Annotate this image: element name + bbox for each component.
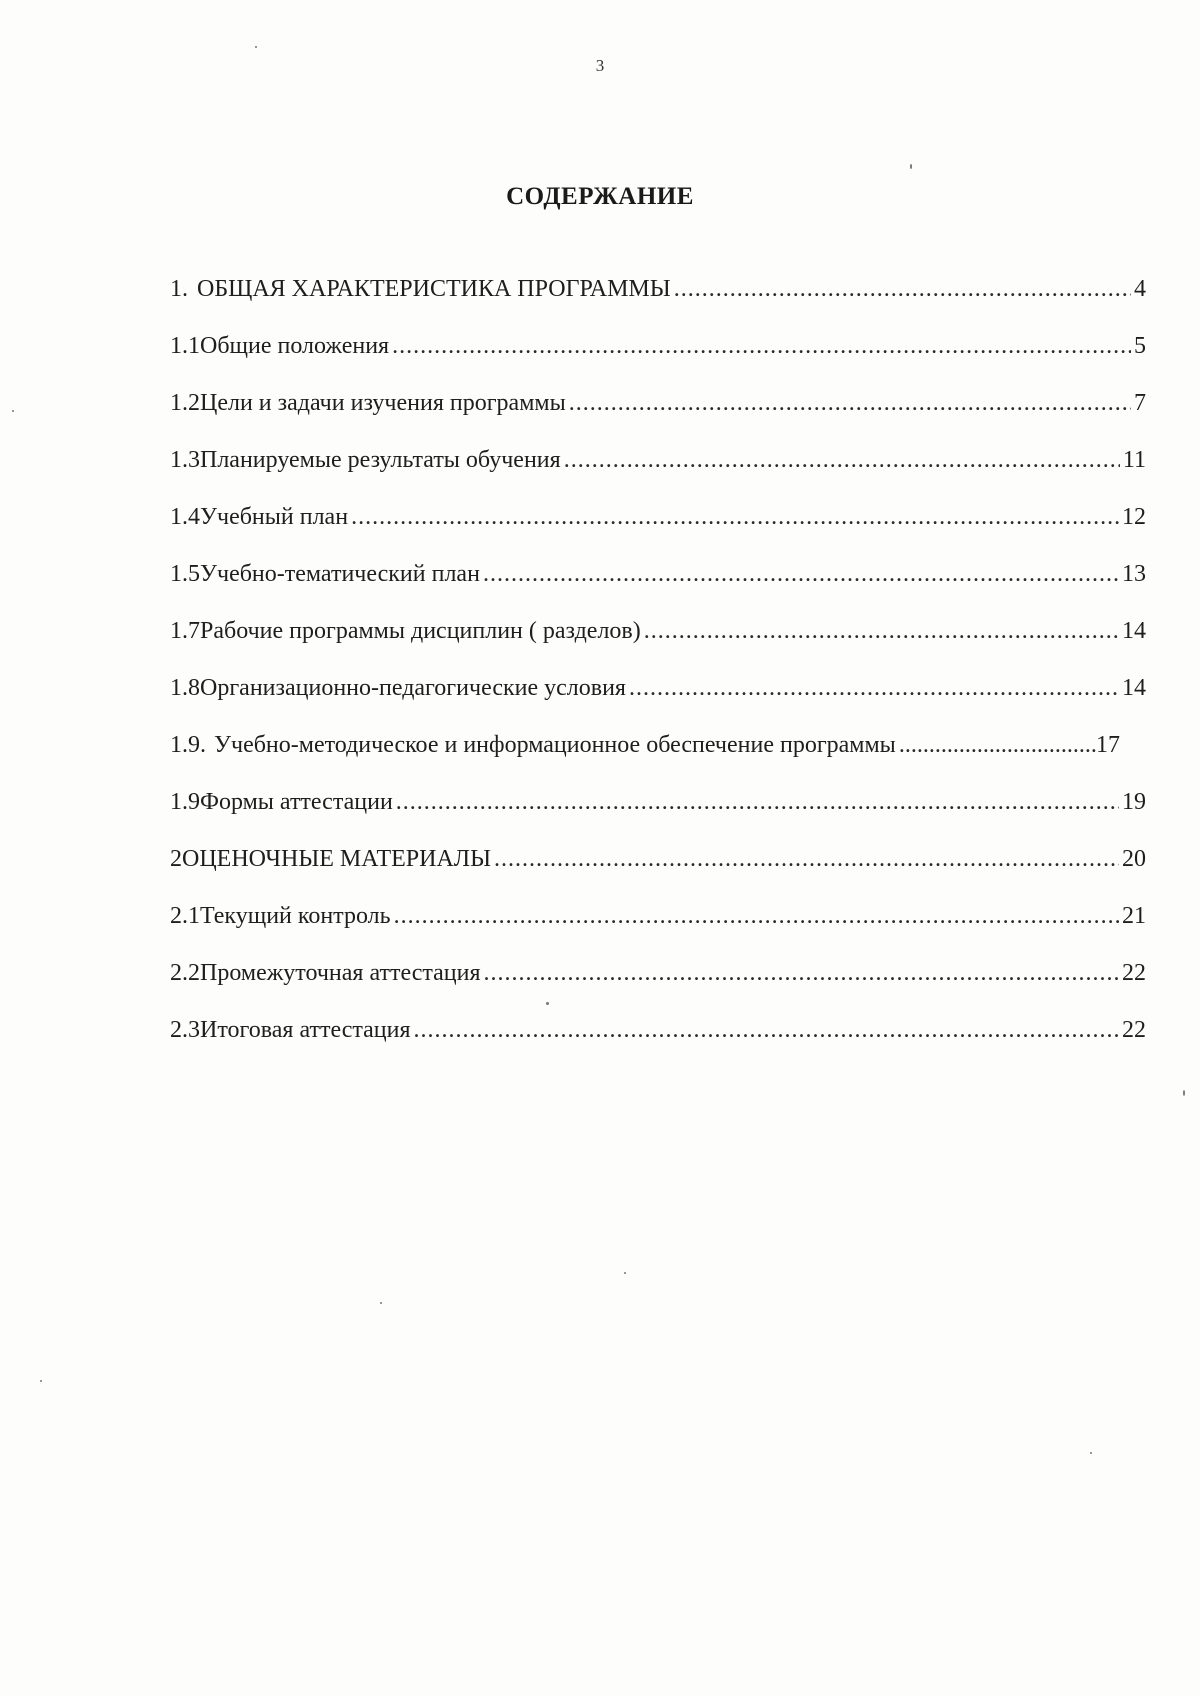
- scan-speck: [255, 46, 257, 48]
- toc-entry: [170, 732, 1120, 789]
- toc-entry-number: 1.5: [170, 561, 200, 587]
- toc-leader-dots: [396, 789, 1119, 816]
- toc-entry-title: Учебно-методическое и информационное обеспечение программы: [214, 732, 896, 758]
- toc-entry-number: 2.3: [170, 1017, 200, 1043]
- toc-entry-page: 4: [1134, 276, 1146, 302]
- toc-entry-page: 12: [1122, 504, 1146, 530]
- toc-entry-number: 1.4: [170, 504, 200, 530]
- toc-entry-number: 2.1: [170, 903, 200, 929]
- toc-leader-dots: [644, 618, 1119, 645]
- toc-entry-page: 14: [1122, 675, 1146, 701]
- toc-entry-title: Общие положения: [200, 333, 390, 359]
- toc-entry-title: Формы аттестации: [200, 789, 393, 815]
- toc-entry: [170, 903, 1146, 960]
- toc-entry-page: 17: [1096, 732, 1120, 758]
- toc-entry: [170, 447, 1146, 504]
- toc-entry-title: Промежуточная аттестация: [200, 960, 481, 986]
- scan-speck: [910, 164, 912, 169]
- scan-speck: [1183, 1090, 1185, 1096]
- toc-entry-page: 20: [1122, 846, 1146, 872]
- toc-entry-number: 1.2: [170, 390, 200, 416]
- scan-speck: [1090, 1452, 1092, 1454]
- table-of-contents: [170, 276, 1146, 1074]
- toc-entry-number: 1.1: [170, 333, 200, 359]
- scan-speck: [546, 1002, 549, 1005]
- toc-entry-title: ОБЩАЯ ХАРАКТЕРИСТИКА ПРОГРАММЫ: [197, 276, 671, 302]
- toc-entry-title: Текущий контроль: [200, 903, 391, 929]
- toc-leader-dots: [351, 504, 1119, 531]
- toc-leader-dots: [569, 390, 1131, 417]
- toc-title: СОДЕРЖАНИЕ: [506, 183, 694, 210]
- toc-entry-title: Цели и задачи изучения программы: [200, 390, 566, 416]
- toc-entry-number: 1.7: [170, 618, 200, 644]
- toc-entry-page: 22: [1122, 1017, 1146, 1043]
- toc-entry: [170, 618, 1146, 675]
- toc-entry-number: 1.: [170, 276, 188, 302]
- page-number: 3: [595, 56, 605, 75]
- scan-speck: [40, 1380, 42, 1382]
- toc-entry-number: 2.2: [170, 960, 200, 986]
- toc-entry-number: 1.9.: [170, 732, 206, 758]
- toc-entry-number: 1.9: [170, 789, 200, 815]
- toc-entry: [170, 789, 1146, 846]
- toc-entry-title: Организационно-педагогические условия: [200, 675, 626, 701]
- toc-leader-dots: [674, 276, 1131, 303]
- toc-entry-page: 5: [1134, 333, 1146, 359]
- toc-leader-dots: [564, 447, 1120, 474]
- toc-entry: [170, 276, 1146, 333]
- toc-entry-title: Итоговая аттестация: [200, 1017, 411, 1043]
- scan-speck: [12, 410, 14, 412]
- toc-entry-number: 1.8: [170, 675, 200, 701]
- toc-leader-dots: [392, 333, 1131, 360]
- toc-entry: [170, 561, 1146, 618]
- toc-entry: [170, 960, 1146, 1017]
- toc-entry-number: 2: [170, 846, 182, 872]
- toc-entry: [170, 1017, 1146, 1074]
- toc-leader-dots: [494, 846, 1119, 873]
- toc-entry-title: Планируемые результаты обучения: [200, 447, 561, 473]
- toc-entry-title: Рабочие программы дисциплин ( разделов): [200, 618, 641, 644]
- toc-entry-number: 1.3: [170, 447, 200, 473]
- toc-entry-page: 19: [1122, 789, 1146, 815]
- toc-entry: [170, 675, 1146, 732]
- toc-leader-dots: [414, 1017, 1119, 1044]
- toc-entry-page: 7: [1134, 390, 1146, 416]
- toc-entry: [170, 504, 1146, 561]
- toc-entry: [170, 390, 1146, 447]
- toc-leader-dots: [484, 960, 1119, 987]
- toc-leader-dots: [483, 561, 1119, 588]
- toc-leader-dots: [629, 675, 1119, 702]
- toc-entry-page: 13: [1122, 561, 1146, 587]
- toc-entry-title: ОЦЕНОЧНЫЕ МАТЕРИАЛЫ: [182, 846, 492, 872]
- toc-leader-dots: [899, 732, 1096, 759]
- toc-entry-page: 22: [1122, 960, 1146, 986]
- toc-entry: [170, 333, 1146, 390]
- scan-speck: [380, 1302, 382, 1304]
- toc-entry-title: Учебный план: [200, 504, 349, 530]
- toc-leader-dots: [394, 903, 1119, 930]
- toc-entry-title: Учебно-тематический план: [200, 561, 480, 587]
- toc-entry-page: 14: [1122, 618, 1146, 644]
- scan-speck: [624, 1272, 626, 1274]
- toc-entry-page: 21: [1122, 903, 1146, 929]
- toc-entry-page: 11: [1122, 447, 1146, 473]
- toc-entry: [170, 846, 1146, 903]
